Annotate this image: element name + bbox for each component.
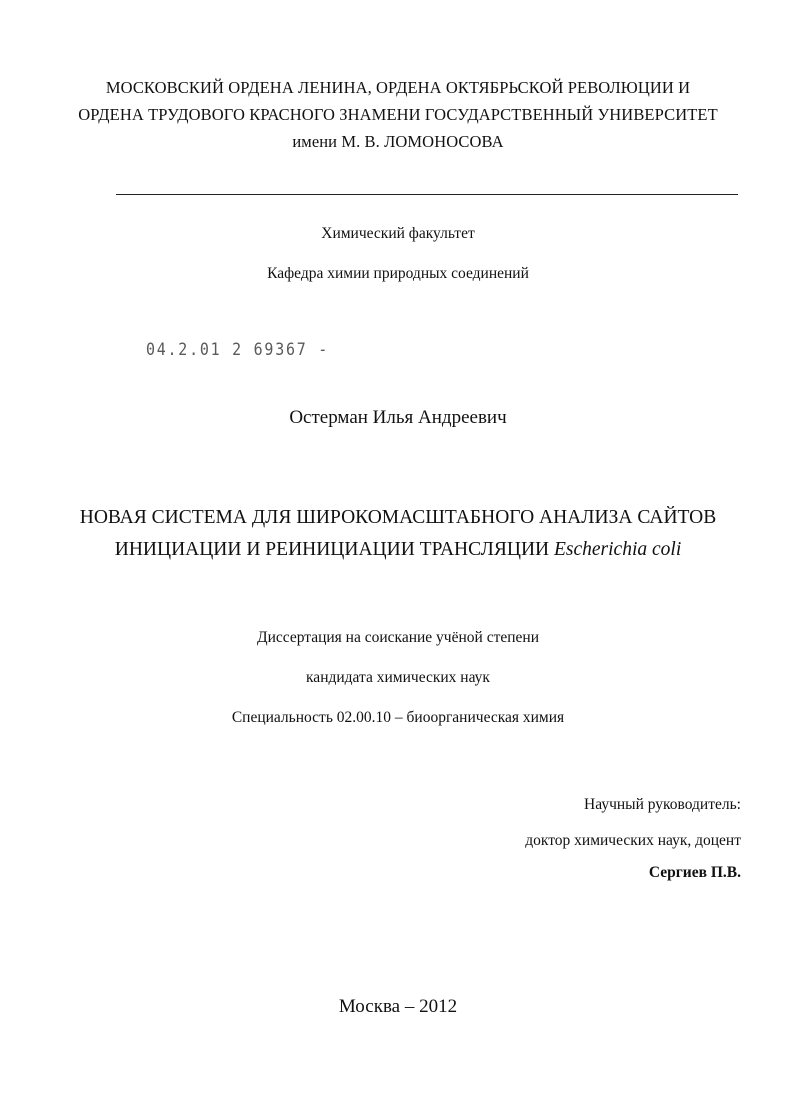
thesis-title (0, 502, 796, 566)
header-divider (116, 194, 738, 195)
author-name: Остерман Илья Андреевич (289, 407, 507, 428)
city-year: Москва – 2012 (338, 996, 458, 1017)
thesis-title-line-2 (0, 534, 796, 566)
university-line-3: имени М. В. ЛОМОНОСОВА (292, 132, 504, 151)
supervisor-name: Сергиев П.В. (648, 864, 741, 881)
university-name (0, 74, 796, 155)
thesis-title-line-1: НОВАЯ СИСТЕМА ДЛЯ ШИРОКОМАСШТАБНОГО АНАЛИЗА САЙТОВ (79, 507, 717, 528)
dissertation-line-1: Диссертация на соискание учёной степени (257, 629, 539, 646)
university-line-1: МОСКОВСКИЙ ОРДЕНА ЛЕНИНА, ОРДЕНА ОКТЯБРЬСКОЙ РЕВОЛЮЦИИ И (105, 78, 691, 97)
registration-stamp: 04.2.01 2 69367 - (146, 340, 330, 360)
organism-name: Escherichia coli (553, 539, 682, 560)
supervisor-degree: доктор химических наук, доцент (525, 832, 741, 849)
supervisor-label: Научный руководитель: (584, 796, 741, 813)
thesis-title-line-2-text: ИНИЦИАЦИИ И РЕИНИЦИАЦИИ ТРАНСЛЯЦИИ (114, 539, 550, 560)
specialty: Специальность 02.00.10 – биоорганическая химия (231, 709, 565, 726)
faculty-name: Химический факультет (321, 225, 475, 242)
dissertation-line-2: кандидата химических наук (306, 669, 490, 686)
university-line-2: ОРДЕНА ТРУДОВОГО КРАСНОГО ЗНАМЕНИ ГОСУДАРСТВЕННЫЙ УНИВЕРСИТЕТ (78, 105, 718, 124)
department-name: Кафедра химии природных соединений (267, 265, 529, 282)
